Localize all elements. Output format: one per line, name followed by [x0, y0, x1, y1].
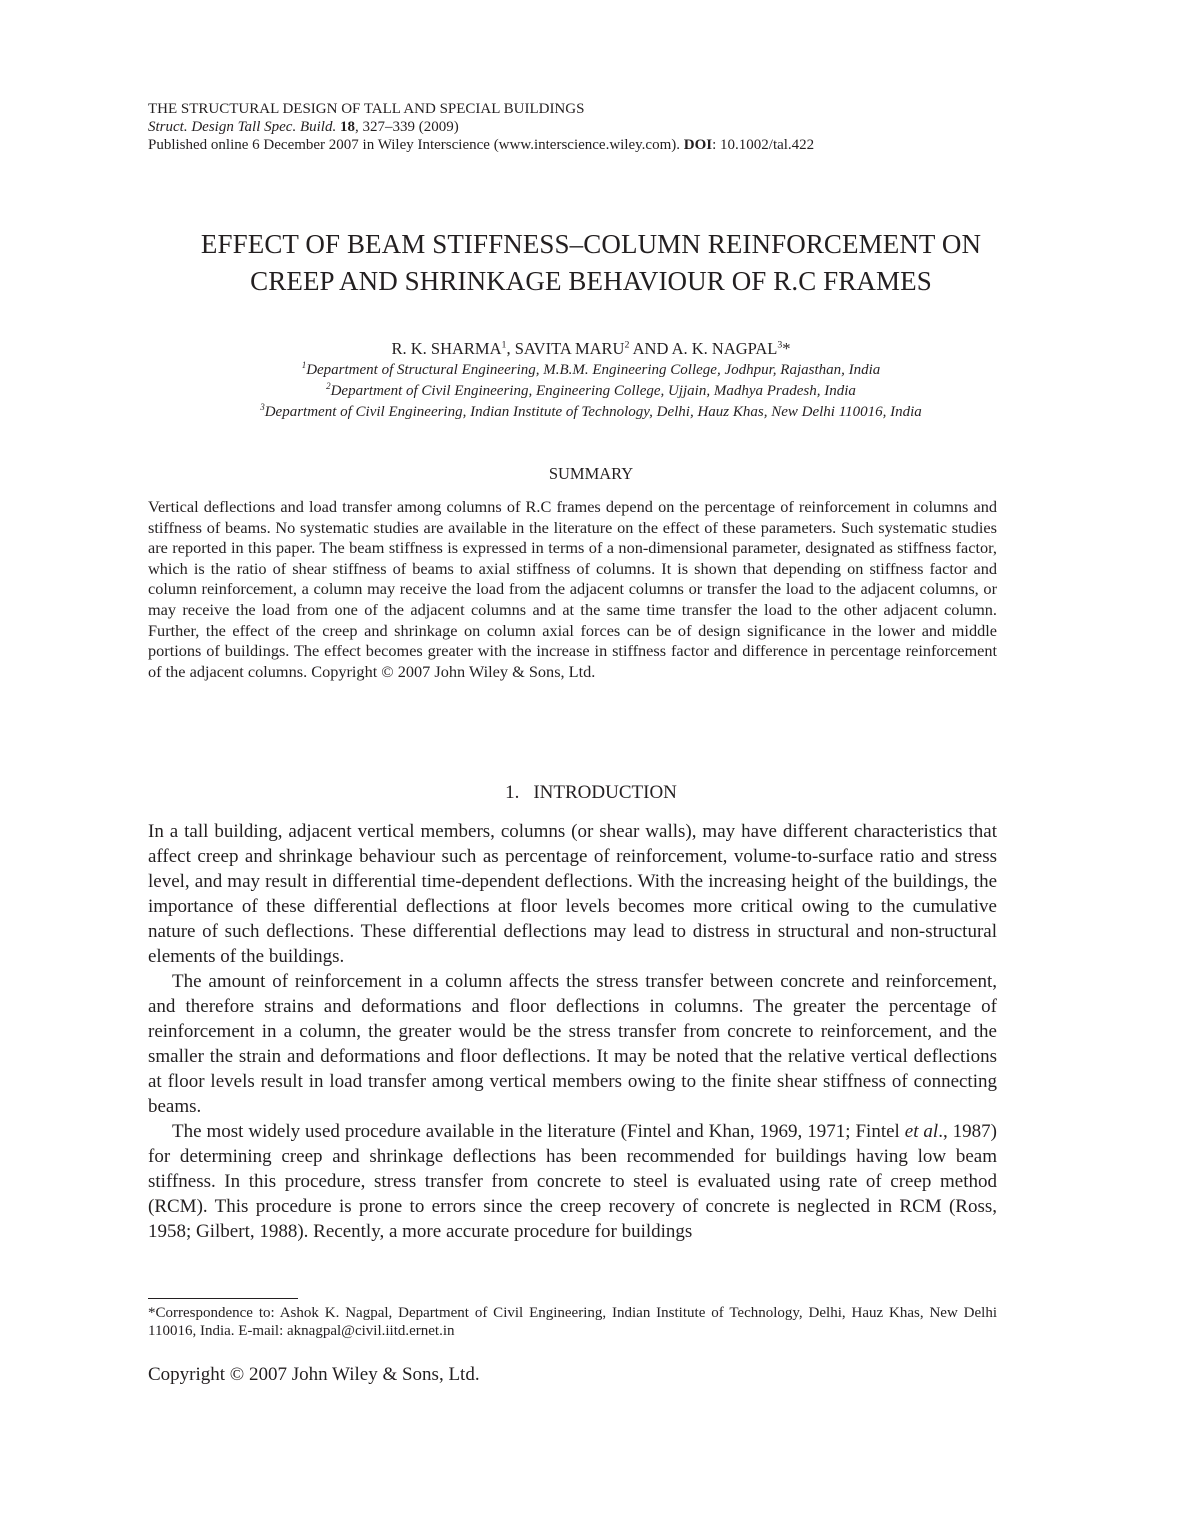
section-number: 1.: [505, 782, 520, 803]
page-range: , 327–339 (2009): [354, 119, 459, 135]
journal-name: THE STRUCTURAL DESIGN OF TALL AND SPECIAL BUILDINGS: [148, 101, 585, 117]
affiliation-3-mark: 3: [260, 402, 265, 412]
section-title: INTRODUCTION: [533, 782, 677, 803]
intro-paragraph-2: The amount of reinforcement in a column affects the stress transfer between concrete and reinforcement, and therefore strains and deformations and floor deflections in columns. The greater the percentage of reinforcement in a column, the greater would be the stress transfer from concrete to reinforcement, and the smaller the strain and deformations and floor deflections. It may be noted that the relative vertical deflections at floor levels result in load transfer among vertical members owing to the finite shear stiffness of connecting beams.: [148, 971, 997, 1117]
affiliation-2-mark: 2: [326, 381, 331, 391]
volume-number: 18: [339, 119, 355, 135]
intro-paragraph-1: In a tall building, adjacent vertical members, columns (or shear walls), may have different characteristics that affect creep and shrinkage behaviour such as percentage of reinforcement, volume-to-surface ratio and stress level, and may result in differential time-dependent deflections. With the increasing height of the buildings, the importance of these differential deflections at floor levels becomes more critical owing to the cumulative nature of such deflections. These differential deflections may lead to distress in structural and non-structural elements of the buildings.: [148, 821, 997, 967]
author-list: [100, 339, 1082, 359]
intro-paragraph-3-part-b: ., 1987) for determining creep and shrinkage deflections has been recommended for buildings having low beam stiffness. In this procedure, stress transfer from concrete to steel is evaluated using rate of creep method (RCM). This procedure is prone to errors since the creep recovery of concrete is neglected in RCM (Ross, 1958; Gilbert, 1988). Recently, a more accurate procedure for buildings: [148, 1121, 997, 1242]
doi-value: : 10.1002/tal.422: [712, 137, 815, 153]
section-heading-introduction: [100, 782, 1082, 804]
author-separator: ,: [506, 339, 515, 358]
publication-line: [148, 136, 1048, 154]
intro-paragraph-3-part-a: The most widely used procedure available in the literature (Fintel and Khan, 1969, 1971; Fintel: [172, 1121, 905, 1142]
affiliation-1-text: Department of Structural Engineering, M.B.M. Engineering College, Jodhpur, Rajasthan, India: [306, 362, 881, 378]
corresponding-author-mark: *: [782, 339, 791, 358]
affiliation-2: [100, 381, 1082, 402]
author-3: A. K. NAGPAL: [671, 339, 778, 358]
affiliation-3: [100, 402, 1082, 423]
affiliation-1-mark: 1: [301, 360, 307, 370]
footnote-divider: [148, 1298, 298, 1299]
doi-label: DOI: [683, 137, 713, 153]
affiliation-3-text: Department of Civil Engineering, Indian Institute of Technology, Delhi, Hauz Khas, New Delhi 110016, India: [264, 404, 922, 420]
journal-header: [148, 100, 1048, 154]
author-1: R. K. SHARMA: [391, 339, 502, 358]
intro-paragraph-3-etal: et al: [904, 1121, 939, 1142]
summary-text: Vertical deflections and load transfer among columns of R.C frames depend on the percentage of reinforcement in columns and stiffness of beams. No systematic studies are available in the literature on the effect of these parameters. Such systematic studies are reported in this paper. The beam stiffness is expressed in terms of a non-dimensional parameter, designated as stiffness factor, which is the ratio of shear stiffness of beams to axial stiffness of columns. It is shown that depending on stiffness factor and column reinforcement, a column may receive the load from the adjacent columns or transfer the load to the adjacent columns, or may receive the load from one of the adjacent columns and at the same time transfer the load to the other adjacent column. Further, the effect of the creep and shrinkage on column axial forces can be of design significance in the lower and middle portions of buildings. The effect becomes greater with the increase in stiffness factor and difference in percentage reinforcement of the adjacent columns. Copyright © 2007 John Wiley & Sons, Ltd.: [148, 497, 997, 681]
affiliation-2-text: Department of Civil Engineering, Engineering College, Ujjain, Madhya Pradesh, India: [330, 383, 856, 399]
affiliation-1: [100, 360, 1082, 381]
paper-title: [100, 226, 1082, 300]
author-2: SAVITA MARU: [514, 339, 625, 358]
intro-paragraph-3: [148, 1119, 997, 1244]
author-2-affiliation-mark: 2: [624, 339, 630, 351]
title-line-2: CREEP AND SHRINKAGE BEHAVIOUR OF R.C FRAMES: [250, 266, 932, 296]
citation-abbrev: Struct. Design Tall Spec. Build.: [148, 119, 337, 135]
copyright-notice: Copyright © 2007 John Wiley & Sons, Ltd.: [148, 1364, 480, 1385]
citation-line: [148, 118, 1048, 136]
introduction-body: [148, 819, 997, 1244]
footnote-text: Correspondence to: Ashok K. Nagpal, Department of Civil Engineering, Indian Institute of Technology, Delhi, Hauz Khas, New Delhi 110016, India. E-mail: aknagpal@civil.iitd.ernet.in: [148, 1305, 997, 1339]
summary-heading: SUMMARY: [548, 464, 634, 483]
author-3-affiliation-mark: 3: [777, 339, 783, 351]
affiliations: [100, 360, 1082, 423]
author-conjunction: AND: [629, 339, 672, 358]
correspondence-footnote: [148, 1304, 997, 1340]
title-line-1: EFFECT OF BEAM STIFFNESS–COLUMN REINFORCEMENT ON: [200, 229, 982, 259]
author-1-affiliation-mark: 1: [501, 339, 507, 351]
published-online: Published online 6 December 2007 in Wiley Interscience (www.interscience.wiley.com).: [148, 137, 684, 153]
footnote-mark: *: [148, 1305, 156, 1321]
